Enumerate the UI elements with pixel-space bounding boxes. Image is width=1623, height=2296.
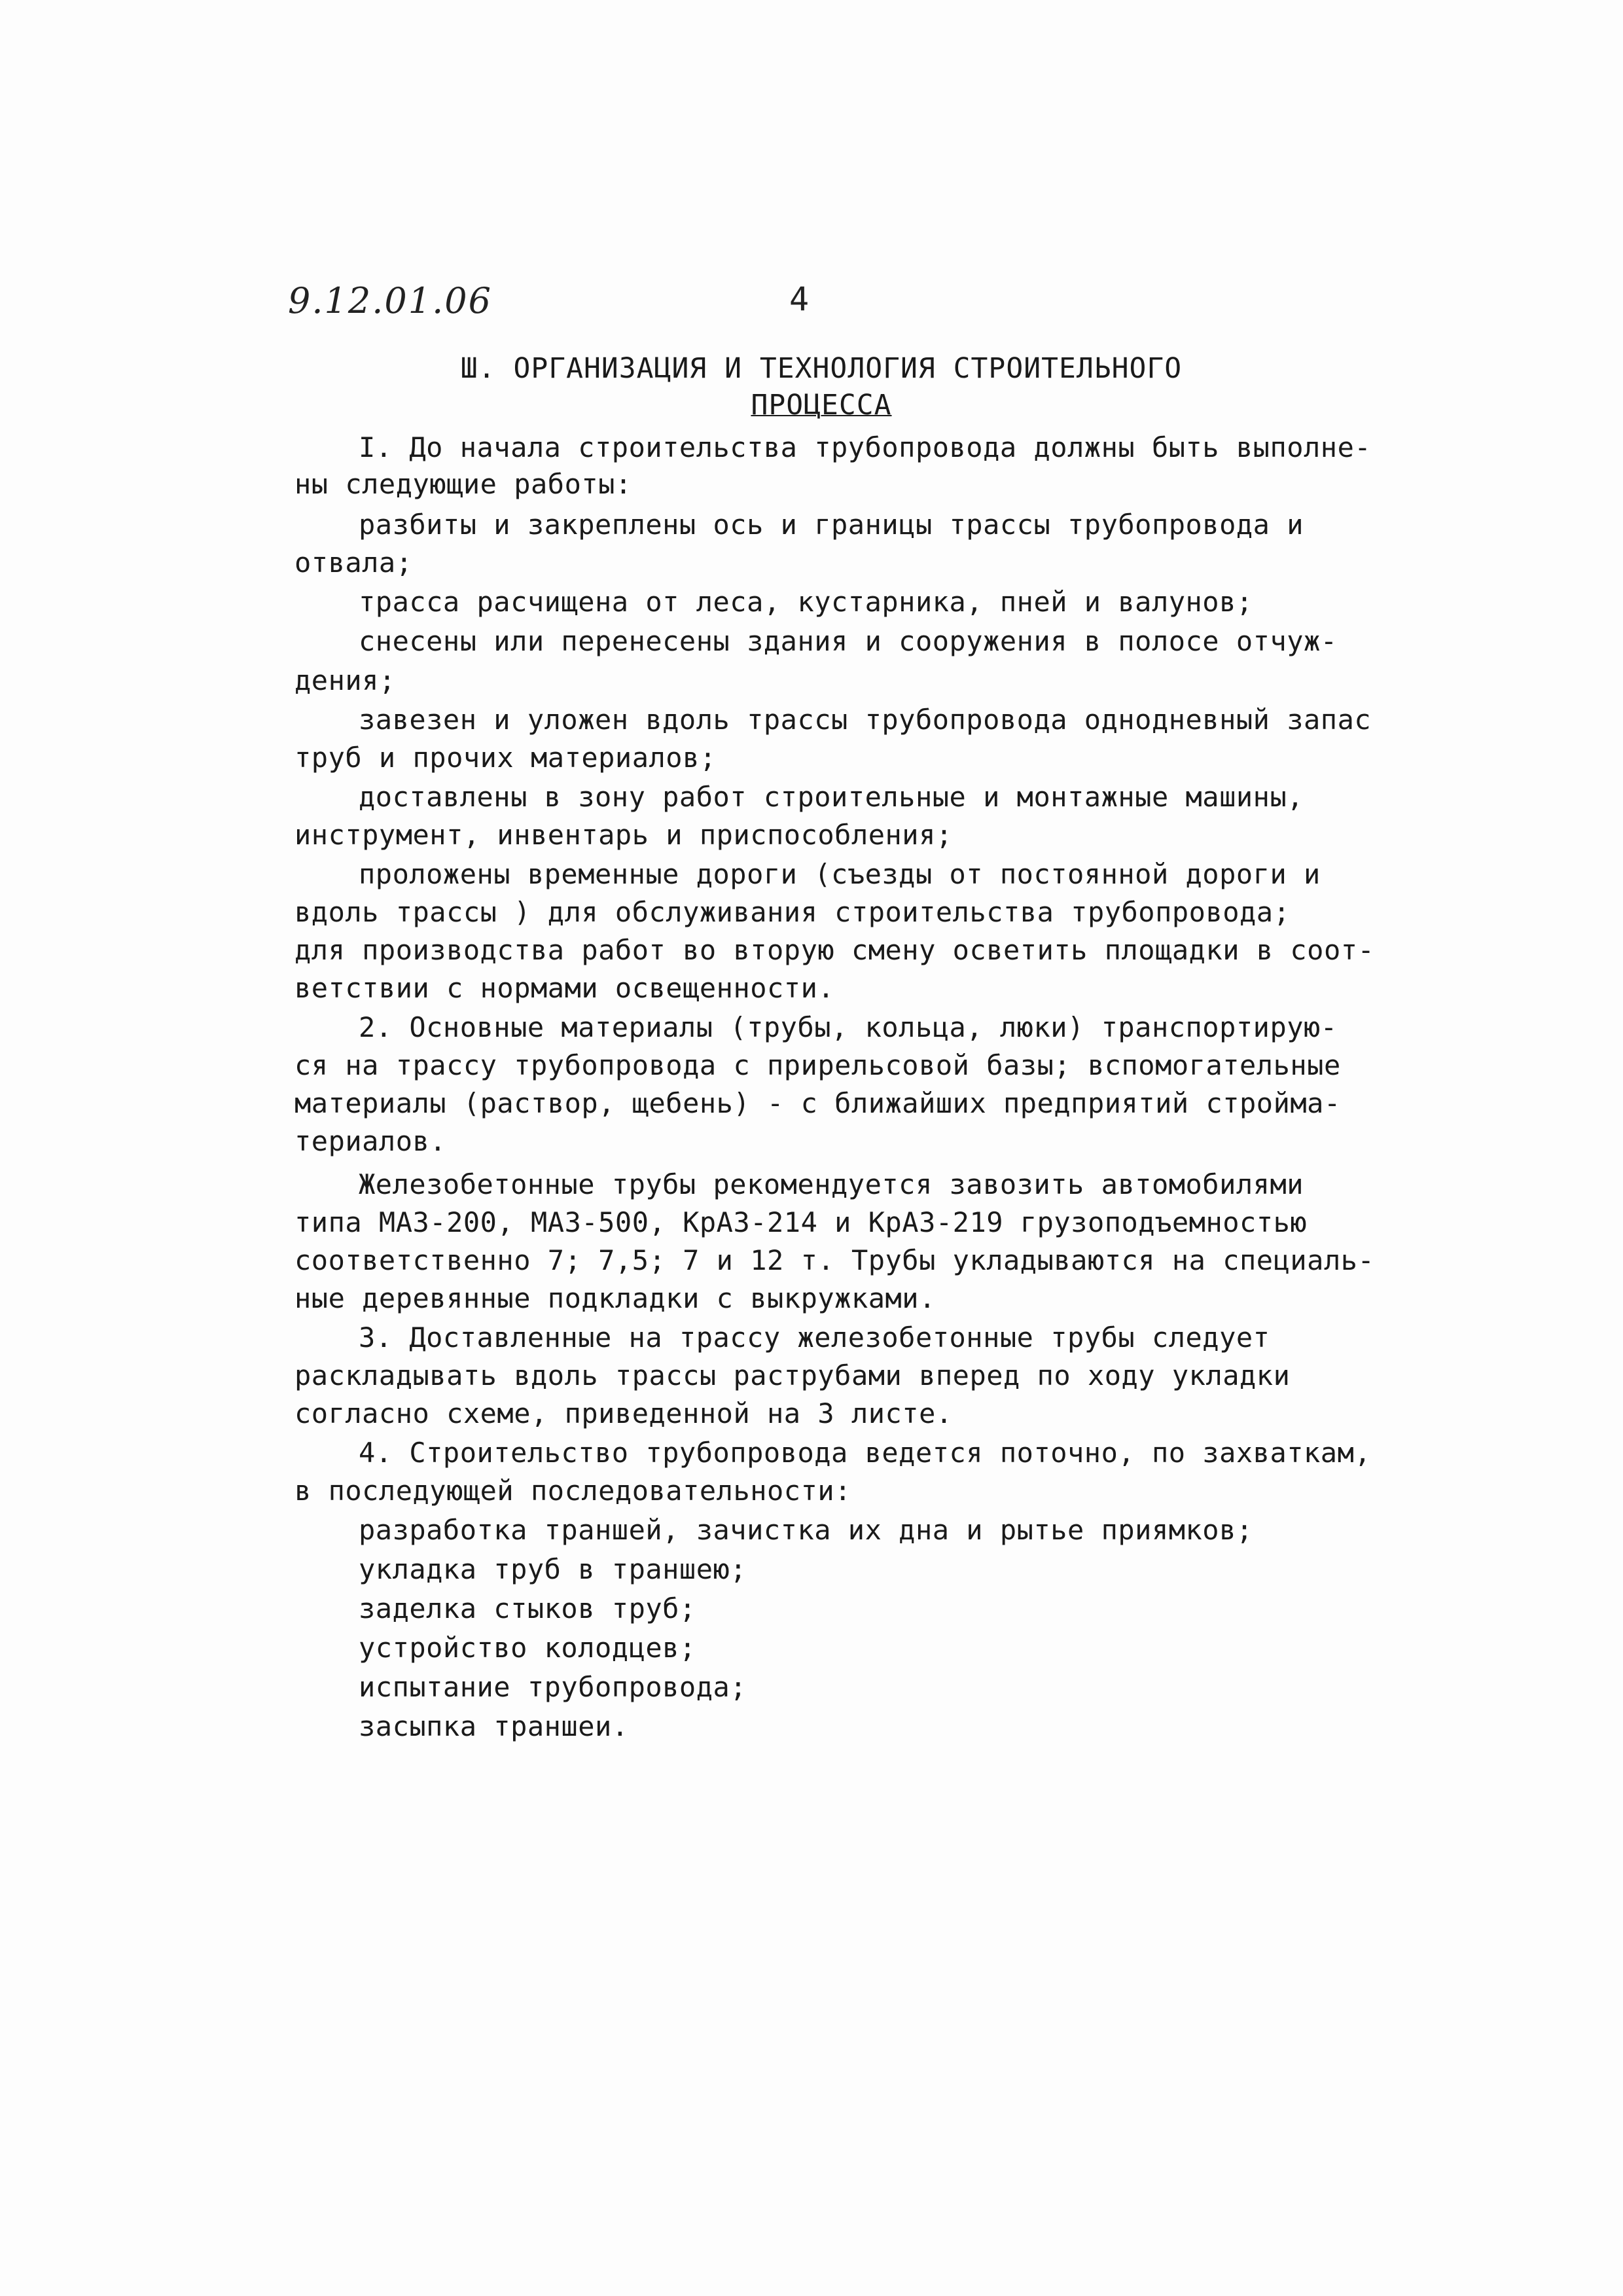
page-number: 4 bbox=[789, 280, 810, 318]
body-line: соответственно 7; 7,5; 7 и 12 т. Трубы укладываются на специаль- bbox=[294, 1244, 1375, 1276]
body-line: проложены временные дороги (съезды от постоянной дороги и bbox=[359, 858, 1321, 890]
body-line: отвала; bbox=[294, 547, 413, 579]
body-line: в последующей последовательности: bbox=[294, 1475, 851, 1507]
body-line: разбиты и закреплены ось и границы трассы трубопровода и bbox=[359, 509, 1304, 541]
body-line: раскладывать вдоль трассы раструбами вперед по ходу укладки bbox=[294, 1359, 1291, 1391]
document-code: 9.12.01.06 bbox=[288, 280, 492, 321]
body-line: териалов. bbox=[294, 1125, 447, 1157]
body-line: инструмент, инвентарь и приспособления; bbox=[294, 819, 953, 851]
body-line: дения; bbox=[294, 664, 396, 696]
body-line: типа МАЗ-200, МАЗ-500, КрАЗ-214 и КрАЗ-219 грузоподъемностью bbox=[294, 1206, 1308, 1238]
body-line: материалы (раствор, щебень) - с ближайших предприятий строймa- bbox=[294, 1087, 1341, 1119]
body-line: ветствии с нормами освещенности. bbox=[294, 972, 835, 1004]
body-line: 4. Строительство трубопровода ведется поточно, по захваткам, bbox=[359, 1437, 1372, 1469]
body-line: согласно схеме, приведенной на 3 листе. bbox=[294, 1397, 953, 1429]
body-line: для производства работ во вторую смену осветить площадки в соот- bbox=[294, 934, 1375, 966]
body-line: доставлены в зону работ строительные и монтажные машины, bbox=[359, 781, 1304, 813]
body-line: ся на трассу трубопровода с прирельсовой базы; вспомогательные bbox=[294, 1049, 1341, 1081]
body-line: I. До начала строительства трубопровода должны быть выполне- bbox=[359, 431, 1372, 463]
body-line: 2. Основные материалы (трубы, кольца, люки) транспортирую- bbox=[359, 1011, 1338, 1043]
body-line: ные деревянные подкладки с выкружками. bbox=[294, 1282, 936, 1314]
body-line: ны следующие работы: bbox=[294, 468, 632, 500]
body-line: снесены или перенесены здания и сооружения в полосе отчуж- bbox=[359, 625, 1338, 657]
body-line: разработка траншей, зачистка их дна и рытье приямков; bbox=[359, 1514, 1253, 1546]
body-line: трасса расчищена от леса, кустарника, пней и валунов; bbox=[359, 586, 1253, 618]
body-line: завезен и уложен вдоль трассы трубопровода однодневный запас bbox=[359, 704, 1372, 736]
body-line: труб и прочих материалов; bbox=[294, 742, 717, 774]
body-line: устройство колодцев; bbox=[359, 1632, 696, 1664]
body-line: вдоль трассы ) для обслуживания строительства трубопровода; bbox=[294, 896, 1291, 928]
body-line: испытание трубопровода; bbox=[359, 1671, 747, 1703]
section-title-line-1: Ш. ОРГАНИЗАЦИЯ И ТЕХНОЛОГИЯ СТРОИТЕЛЬНОГО bbox=[460, 352, 1183, 385]
body-line: 3. Доставленные на трассу железобетонные трубы следует bbox=[359, 1321, 1270, 1354]
body-line: Железобетонные трубы рекомендуется завозить автомобилями bbox=[359, 1168, 1304, 1200]
body-line: укладка труб в траншею; bbox=[359, 1553, 747, 1585]
section-title-line-2: ПРОЦЕССА bbox=[751, 389, 892, 422]
body-line: заделка стыков труб; bbox=[359, 1592, 696, 1624]
body-line: засыпка траншеи. bbox=[359, 1710, 629, 1742]
section-title bbox=[458, 350, 1185, 423]
